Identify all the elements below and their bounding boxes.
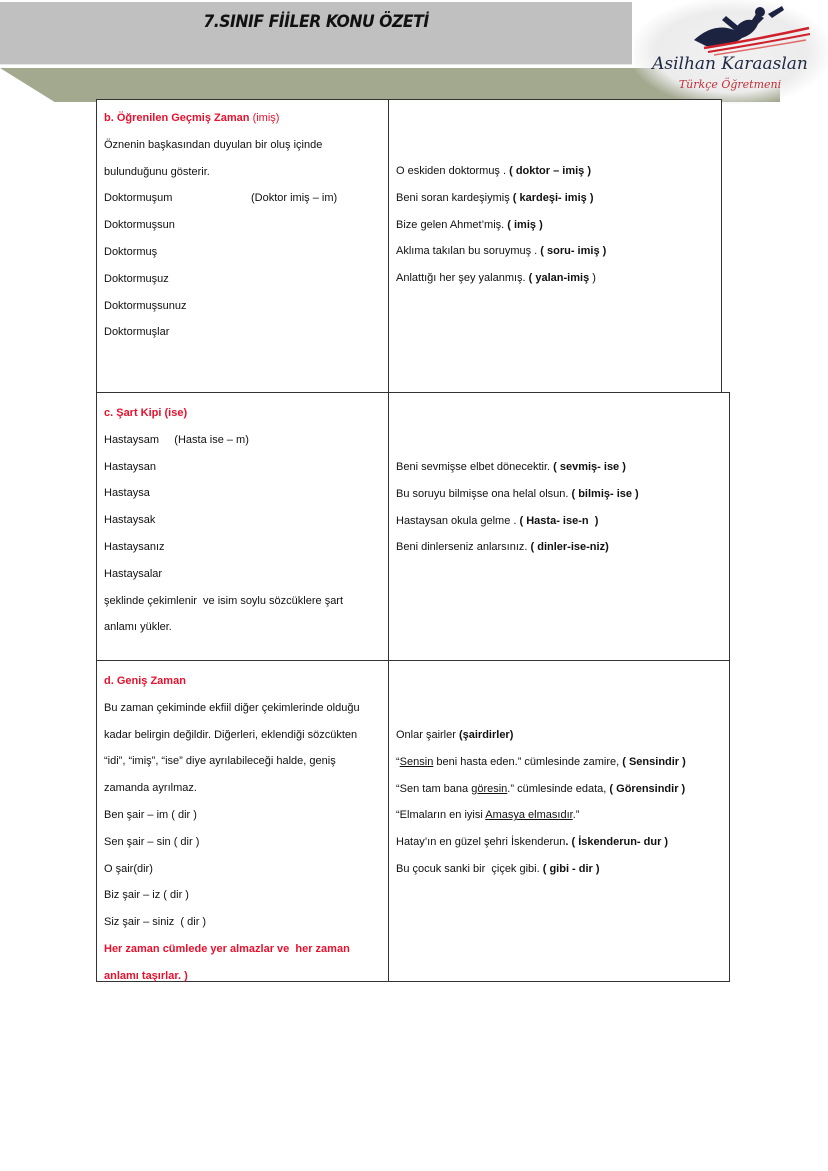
example-line: Anlattığı her şey yalanmış. ( yalan-imiş ) bbox=[396, 272, 596, 285]
conjugation-line: Ben şair – im ( dir ) bbox=[104, 808, 197, 821]
section-c-row bbox=[96, 392, 730, 662]
conjugation-line: Hastaysanız bbox=[104, 540, 165, 553]
conjugation-line: Doktormuşlar bbox=[104, 326, 170, 339]
teacher-logo bbox=[634, 0, 828, 104]
example-line: O eskiden doktormuş . ( doktor – imiş ) bbox=[396, 165, 592, 177]
column-divider bbox=[388, 393, 389, 661]
conjugation-line: Doktormuşum (Doktor imiş – im) bbox=[104, 185, 386, 212]
example-line: “Sen tam bana göresin.” cümlesinde edata, ( Görensindir ) bbox=[396, 782, 686, 795]
example-line: Aklıma takılan bu soruymuş . ( soru- imiş ) bbox=[396, 245, 607, 258]
runner-graduate-icon bbox=[634, 0, 828, 60]
text-line: Öznenin başkasından duyulan bir oluş içinde bbox=[104, 138, 323, 151]
conjugation-line: Doktormuşsun bbox=[104, 219, 175, 232]
section-heading: b. Öğrenilen Geçmiş Zaman (imiş) bbox=[104, 112, 280, 124]
text-line: anlamı yükler. bbox=[104, 621, 172, 634]
conjugation-line: Doktormuşsunuz bbox=[104, 299, 187, 312]
text-line: şeklinde çekimlenir ve isim soylu sözcüklere şart bbox=[104, 594, 344, 607]
example-line: Hatay’ın en güzel şehri İskenderun. ( İskenderun- dur ) bbox=[396, 836, 669, 849]
red-note-line: Her zaman cümlede yer almazlar ve her zaman bbox=[104, 942, 350, 955]
text-line: Bu zaman çekiminde ekfiil diğer çekimlerinde olduğu bbox=[104, 701, 360, 714]
logo-subtitle: Türkçe Öğretmeni bbox=[678, 78, 782, 91]
section-b-right-cell bbox=[396, 158, 731, 292]
conjugation-line: Biz şair – iz ( dir ) bbox=[104, 889, 189, 902]
example-line: “Sensin beni hasta eden.” cümlesinde zamire, ( Sensindir ) bbox=[396, 755, 686, 768]
conjugation-line: Hastaysam (Hasta ise – m) bbox=[104, 433, 249, 446]
section-c-right-cell bbox=[396, 454, 731, 561]
conjugation-line: O şair(dir) bbox=[104, 862, 153, 875]
column-divider bbox=[388, 100, 389, 393]
example-line: Onlar şairler (şairdirler) bbox=[396, 729, 514, 741]
text-line: “idi”, “imiş”, “ise” diye ayrılabileceği halde, geniş bbox=[104, 755, 336, 768]
example-line: Beni dinlerseniz anlarsınız. ( dinler-ise-niz) bbox=[396, 541, 609, 554]
conjugation-line: Hastaysalar bbox=[104, 567, 163, 580]
logo-name: Asilhan Karaaslan bbox=[652, 54, 808, 74]
conjugation-line: Siz şair – siniz ( dir ) bbox=[104, 916, 207, 929]
section-b-left-cell bbox=[104, 105, 386, 346]
section-d-right-cell bbox=[396, 722, 731, 883]
conjugation-line: Sen şair – sin ( dir ) bbox=[104, 835, 200, 848]
text-line: kadar belirgin değildir. Diğerleri, eklendiği sözcükten bbox=[104, 728, 358, 741]
section-c-left-cell bbox=[104, 400, 386, 641]
example-line: Bize gelen Ahmet’miş. ( imiş ) bbox=[396, 218, 543, 231]
column-divider bbox=[388, 661, 389, 981]
conjugation-line: Hastaysak bbox=[104, 514, 156, 527]
example-line: Beni sevmişse elbet dönecektir. ( sevmiş- ise ) bbox=[396, 461, 626, 473]
example-line: “Elmaların en iyisi Amasya elmasıdır.” bbox=[396, 809, 580, 822]
page-title: 7.SINIF FİİLER KONU ÖZETİ bbox=[203, 12, 429, 32]
section-d-left-cell bbox=[104, 668, 386, 990]
text-line: bulunduğunu gösterir. bbox=[104, 165, 210, 178]
example-line: Bu çocuk sanki bir çiçek gibi. ( gibi - dir ) bbox=[396, 862, 600, 875]
text-line: zamanda ayrılmaz. bbox=[104, 782, 197, 795]
red-note-line: anlamı taşırlar. ) bbox=[104, 969, 188, 982]
section-heading: d. Geniş Zaman bbox=[104, 675, 186, 687]
example-line: Beni soran kardeşiymiş ( kardeşi- imiş ) bbox=[396, 191, 594, 204]
title-banner bbox=[0, 2, 632, 64]
conjugation-line: Doktormuşuz bbox=[104, 272, 169, 285]
example-line: Bu soruyu bilmişse ona helal olsun. ( bilmiş- ise ) bbox=[396, 487, 639, 500]
conjugation-line: Hastaysan bbox=[104, 460, 156, 473]
example-line: Hastaysan okula gelme . ( Hasta- ise-n ) bbox=[396, 514, 599, 527]
conjugation-line: Doktormuş bbox=[104, 245, 158, 258]
section-d-row bbox=[96, 660, 730, 982]
section-heading: c. Şart Kipi (ise) bbox=[104, 407, 188, 419]
conjugation-line: Hastaysa bbox=[104, 487, 150, 500]
conjugation-note: (Doktor imiş – im) bbox=[251, 192, 338, 205]
section-b-row bbox=[96, 99, 722, 394]
